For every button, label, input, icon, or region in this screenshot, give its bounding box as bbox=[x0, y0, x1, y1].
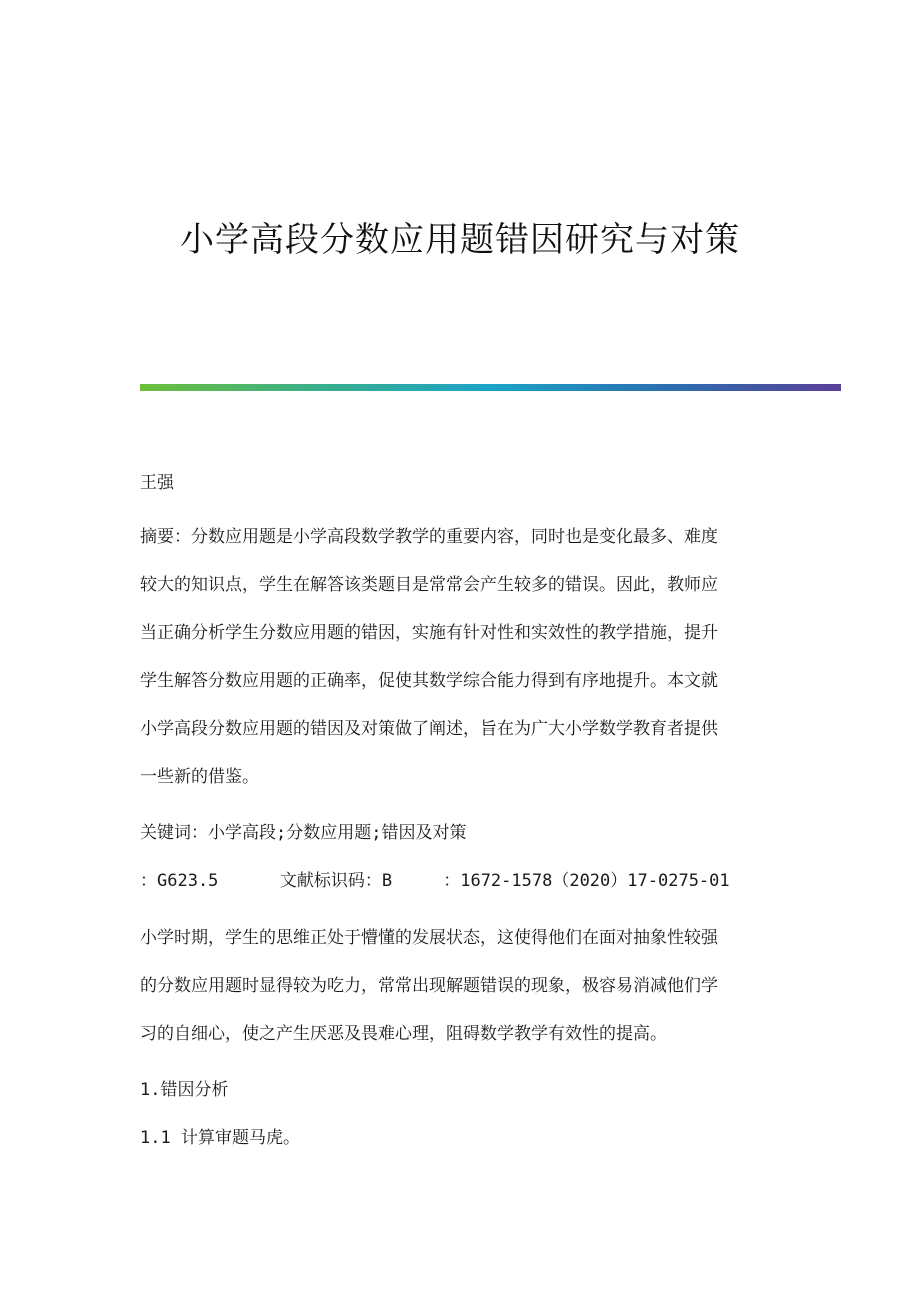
intro-line: 小学时期，学生的思维正处于懵懂的发展状态，这使得他们在面对抽象性较强 bbox=[140, 928, 718, 948]
abstract-line: 较大的知识点，学生在解答该类题目是常常会产生较多的错误。因此，教师应 bbox=[140, 575, 718, 595]
abstract-line: 一些新的借鉴。 bbox=[140, 767, 259, 787]
subsection-heading: 1.1 计算审题马虎。 bbox=[140, 1128, 300, 1148]
document-title: 小学高段分数应用题错因研究与对策 bbox=[180, 220, 740, 260]
section-heading: 1.错因分析 bbox=[140, 1080, 229, 1100]
document-body bbox=[140, 468, 780, 1154]
intro-line: 的分数应用题时显得较为吃力，常常出现解题错误的现象，极容易消减他们学 bbox=[140, 976, 718, 996]
title-divider bbox=[140, 384, 841, 391]
classification-line: ：G623.5 文献标识码：B ：1672-1578（2020）17-0275-01 bbox=[140, 871, 730, 891]
abstract-line: 小学高段分数应用题的错因及对策做了阐述，旨在为广大小学数学教育者提供 bbox=[140, 719, 718, 739]
abstract-line: 摘要：分数应用题是小学高段数学教学的重要内容，同时也是变化最多、难度 bbox=[140, 527, 718, 547]
abstract-paragraph bbox=[140, 513, 780, 801]
abstract-line: 当正确分析学生分数应用题的错因，实施有针对性和实效性的教学措施，提升 bbox=[140, 623, 718, 643]
author-name: 王强 bbox=[140, 473, 174, 493]
intro-paragraph bbox=[140, 914, 780, 1058]
intro-line: 习的自细心，使之产生厌恶及畏难心理，阻碍数学教学有效性的提高。 bbox=[140, 1024, 667, 1044]
abstract-line: 学生解答分数应用题的正确率，促使其数学综合能力得到有序地提升。本文就 bbox=[140, 671, 718, 691]
keywords-line: 关键词：小学高段;分数应用题;错因及对策 bbox=[140, 823, 467, 843]
